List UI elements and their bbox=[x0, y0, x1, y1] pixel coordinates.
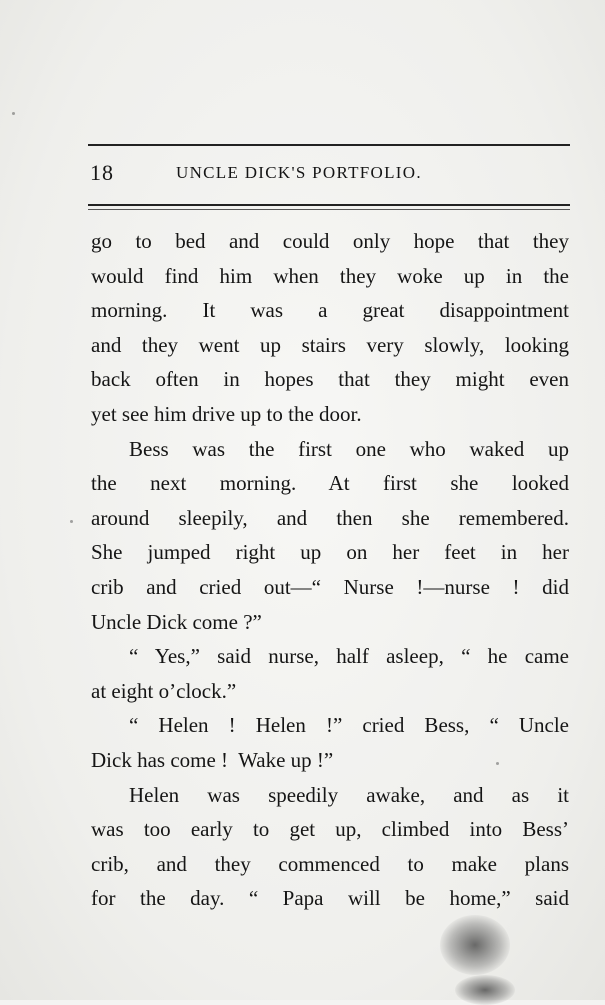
page-number: 18 bbox=[90, 160, 114, 185]
text-line: She jumped right up on her feet in her bbox=[91, 540, 569, 565]
header-rule-bottom-thin bbox=[88, 209, 570, 210]
text-line: at eight o’clock.” bbox=[91, 678, 237, 703]
text-line: would find him when they woke up in the bbox=[91, 263, 569, 288]
header-rule-top bbox=[88, 144, 570, 146]
running-head bbox=[88, 160, 570, 190]
header-rule-bottom bbox=[88, 204, 570, 206]
text-line: the next morning. At first she looked bbox=[91, 471, 569, 496]
ink-smudge bbox=[440, 915, 510, 975]
text-line: Uncle Dick come ?” bbox=[91, 609, 262, 634]
text-line: around sleepily, and then she remembered. bbox=[91, 505, 569, 530]
paper-speck bbox=[70, 520, 73, 523]
paper-speck bbox=[12, 112, 15, 115]
text-line: Helen was speedily awake, and as it bbox=[129, 782, 569, 807]
text-line: crib, and they commenced to make plans bbox=[91, 851, 569, 876]
body-text bbox=[91, 224, 569, 916]
text-line: Bess was the first one who waked up bbox=[129, 436, 569, 461]
text-line: and they went up stairs very slowly, looking bbox=[91, 332, 569, 357]
text-line: morning. It was a great disappointment bbox=[91, 298, 569, 323]
text-line: “ Helen ! Helen !” cried Bess, “ Uncle bbox=[129, 713, 569, 738]
text-line: “ Yes,” said nurse, half asleep, “ he came bbox=[129, 644, 569, 669]
text-line: Dick has come ! Wake up !” bbox=[91, 747, 334, 772]
text-line: for the day. “ Papa will be home,” said bbox=[91, 886, 569, 911]
book-title-header: UNCLE DICK'S PORTFOLIO. bbox=[176, 163, 422, 182]
text-line: crib and cried out—“ Nurse !—nurse ! did bbox=[91, 574, 569, 599]
text-line: back often in hopes that they might even bbox=[91, 367, 569, 392]
text-line: go to bed and could only hope that they bbox=[91, 229, 569, 253]
ink-smudge bbox=[455, 975, 515, 1005]
text-line: yet see him drive up to the door. bbox=[91, 401, 362, 426]
text-line: was too early to get up, climbed into Bess’ bbox=[91, 817, 569, 842]
